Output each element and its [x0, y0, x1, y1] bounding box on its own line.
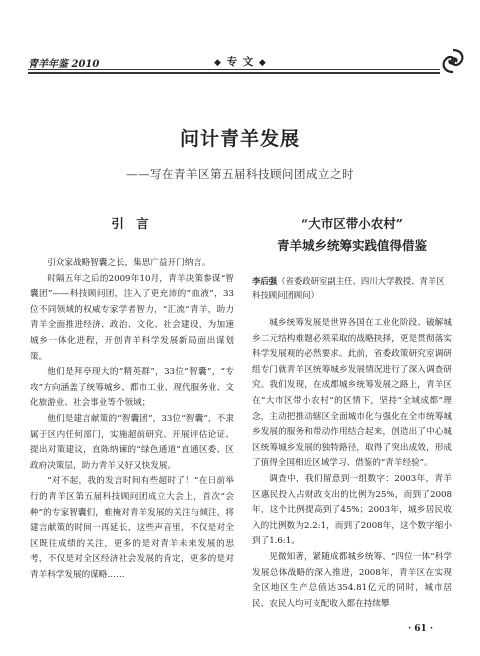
paragraph: 见微知著，紧随成都城乡统筹、“四位一体”科学发展总体战略的深入推进，2008年，青羊区在实现全区地区生产总值达354.81亿元的同时，城市居民、农民人均可支配收入都在持续攀	[252, 551, 452, 609]
right-column	[252, 214, 452, 612]
paragraph: 调查中，我们留意到一组数字：2003年，青羊区惠民投入占财政支出的比例为25%，而到了2008年，这个比例提高到了45%；2003年，城乡居民收入的比例数为2.2:1，而到了2008年，这个数字缩小到了1.6:1。	[252, 473, 452, 547]
article-subtitle: ——写在青羊区第五届科技顾问团成立之时	[126, 167, 354, 181]
header-rule-thick	[28, 72, 440, 74]
section-subheading: 青羊城乡统筹实践值得借鉴	[276, 238, 427, 253]
diamond-right-icon: ◆	[258, 58, 267, 68]
paragraph: 引众家战略智囊之长，集思广益开门纳言。	[47, 258, 211, 268]
diamond-left-icon: ◆	[214, 58, 222, 68]
author-description: （省委政研室副主任、四川大学教授、青羊区科技顾问团顾问）	[252, 276, 445, 300]
paragraph: 他们是拜亭现大的“精英群”，33位“智囊”，“专攻”方向涵盖了统筹城乡、都市工业、现代服务业、文化旅游业、社会事业等个领域；	[30, 367, 234, 409]
section-name: 专 文	[226, 56, 255, 68]
swirl-logo-icon	[438, 46, 468, 76]
running-header	[28, 52, 452, 76]
section-heading: “大市区带小农村”	[301, 216, 403, 231]
paragraph: “对不起，我的发言时间有些超时了！”在日前举行的青羊区第五届科技顾问团成立大会上，首次“会种”的专家智囊们，难掩对青羊发展的关注与倾注，将建言献策的时间一再延长，这些声音里，不仅是对全区既往成绩的关注，更多的是对青羊未来发展的思考，不仅是对全区经济社会发展的肯定，更多的是对青羊科学发展的谋略……	[30, 476, 234, 580]
left-column	[30, 214, 234, 583]
author-name: 李后强	[252, 276, 278, 286]
header-rule	[28, 69, 440, 70]
journal-title: 青羊年鉴 2010	[28, 59, 100, 70]
page-number: · 61 ·	[408, 624, 434, 634]
author-line	[252, 274, 452, 302]
article-title: 问计青羊发展	[179, 128, 300, 150]
paragraph: 他们是建言献策的“智囊团”，33位“智囊”，不隶属于区内任何部门，实施超前研究、开展评估论证、提出对策建议，直陈纳谏的“绿色通道”直通区委、区政府决策层，助力青羊又好又快发展。	[30, 413, 234, 471]
section-label	[214, 54, 267, 69]
intro-heading: 引 言	[111, 216, 153, 231]
paragraph: 时隔五年之后的2009年10月，青羊决策参谋“智囊团”——科技顾问团，注入了更充沛的“血液”，33位不同领域的权威专家学者智力，“汇流”青羊，助力青羊全面推进经济、政治、文化、社会建设，为加速城乡一体化进程，开创青羊科学发展新局面出谋划策。	[30, 273, 234, 362]
paragraph: 城乡统筹发展是世界各国在工业化阶段、破解城乡二元结构难题必须采取的战略抉择，更是贯彻落实科学发展观的必然要求。此前，省委政策研究室调研组专门就青羊区统筹城乡发展情况进行了深入调查研究。我们发现，在成都城乡统筹发展之路上，青羊区在“大市区带小农村”的区情下，坚持“全域成都”理念，主动把推动辖区全面城市化与强化在全市统筹城乡发展的服务和带动作用结合起来，创造出了中心城区统筹城乡发展的独特路径，取得了突出成效，形成了值得全国相近区域学习、借鉴的“青羊经验”。	[252, 318, 452, 469]
